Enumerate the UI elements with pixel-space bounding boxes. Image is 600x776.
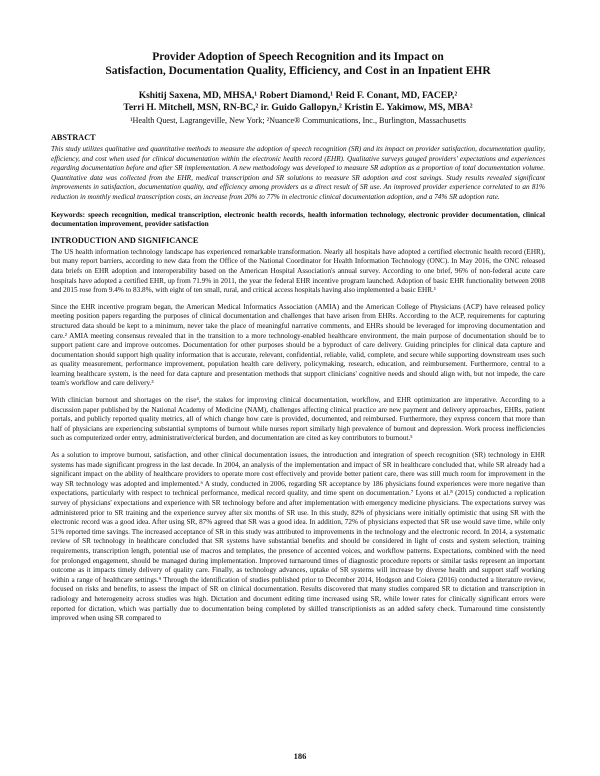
intro-heading: INTRODUCTION AND SIGNIFICANCE (51, 235, 199, 245)
title-line-2: Satisfaction, Documentation Quality, Efficiency, and Cost in an Inpatient EHR (105, 65, 491, 77)
authors-line-1: Kshitij Saxena, MD, MHSA,¹ Robert Diamond,¹ Reid F. Conant, MD, FACEP,² (138, 91, 458, 101)
body-paragraph-3: With clinician burnout and shortages on the rise⁴, the stakes for improving clinical documentation, workflow, and EHR optimization are imperative. According to a discussion paper published by the National Academy of Medicine (NAM), challenges affecting clinical practice are new payment and delivery approaches, EHRs, patient portals, and publicly reported quality metrics, all of which change how care is provided, documented, and reimbursed. Furthermore, they express concern that more than half of physicians are experiencing substantial symptoms of burnout while nurses report similarly high prevalence of burnout and depression. Work process inefficiencies such as computerized order entry, administrative/clerical burden, and documentation are cited as key contributors to burnout.⁵ (51, 396, 545, 443)
body-paragraph-4: As a solution to improve burnout, satisfaction, and other clinical documentation issues, the introduction and integration of speech recognition (SR) technology in EHR systems has made significant progress in the last decade. In 2004, an analysis of the implementation and impact of SR in healthcare concluded that, while SR already had a significant impact on the ability of healthcare providers to operate more cost effectively and provide better patient care, there was still much room for improvement in the way SR technology was adopted and implemented.⁶ A study, conducted in 2006, regarding SR acceptance by 186 physicians found experiences were more negative than expectations, particularly with respect to technical performance, medical record quality, and time spent on documentation.⁷ Lyons et al.⁸ (2015) conducted a replication survey of physicians' expectations and experience with SR technology before and after implementation with emergency medicine physicians. The expectations survey was administered prior to SR training and the experience survey after six months of SR use. In this study, 82% of physicians were initially optimistic that using SR with the electronic record was a good idea. After using SR, 87% agreed that SR was a good idea. In addition, 72% of physicians expected that SR use would save time, while only 51% reported time savings. The increased acceptance of SR in this study was attributed to improvements in the technology and the electronic record. In 2014, a systematic review of SR technology in healthcare concluded that SR systems have substantial benefits and should be considered in light of costs and system selection, training requirements, transcription length, potential use of macros and templates, the presence of accented voices, and workflow patterns. Expectations, combined with the need for prolonged engagement, should be managed during implementation. Improved turnaround times of diagnostic procedure reports or similar tasks represent an important outcome as it impacts timely delivery of quality care. Finally, as technology advances, uptake of SR systems will increase by diverse health and support staff working within a range of healthcare settings.⁹ Through the identification of studies published prior to December 2014, Hodgson and Coiera (2016) conducted a literature review, focused on risks and benefits, to assess the impact of SR on clinical documentation. Results discovered that many studies compared SR to dictation and transcription in radiology and heterogeneity across studies was high. Dictation and document editing time increased using SR, while lower rates for clinically significant errors were reported for dictation, which was partially due to documentation being completed by skilled transcriptionists as an added safety check. Turnaround time consistently improved when using SR compared to (51, 451, 545, 623)
affiliations: ¹Health Quest, Lagrangeville, New York; ²Nuance® Communications, Inc., Burlington, Massachusetts (130, 116, 466, 125)
body-paragraph-2: Since the EHR incentive program began, the American Medical Informatics Association (AMIA) and the American College of Physicians (ACP) have released policy meeting position papers regarding the purposes of clinical documentation and challenges that have arisen from EHRs. According to the ACP, requirements for capturing structured data should be kept to a minimum, never take the place of meaningful narrative comments, and EHRs should be leveraged for improving documentation and care.² AMIA meeting consensus revealed that in the transition to a more technology-enabled healthcare environment, the main purpose of documentation should be to support patient care and improve outcomes. Documentation for other purposes should be a byproduct of care delivery. Guiding principles for clinical data capture and documentation should support high quality information that is accurate, relevant, confidential, reliable, valid, complete, and secure while supporting downstream uses such as quality measurement, performance improvement, population health care delivery, policymaking, research, education, and reimbursement. Furthermore, central to a learning healthcare system, is the need for data capture and presentation methods that support clinicians' cognitive needs and should align with, but not impede, the care team's workflow and care delivery.³ (51, 302, 545, 388)
abstract-heading: ABSTRACT (51, 133, 96, 142)
authors-line-2: Terri H. Mitchell, MSN, RN-BC,² ir. Guido Gallopyn,² Kristin E. Yakimow, MS, MBA² (123, 103, 473, 113)
paper-title (51, 50, 545, 78)
title-line-1: Provider Adoption of Speech Recognition and its Impact on (152, 51, 444, 63)
body-paragraph-1: The US health information technology landscape has experienced remarkable transformation. Nearly all hospitals have adopted a certified electronic health record (EHR), but many report barriers, according to new data from the Office of the National Coordinator for Health Information Technology (ONC). In May 2016, the ONC released data briefs on EHR adoption and interoperability based on the American Hospital Association's annual survey. According to one brief, 96% of non-federal acute care hospitals have adopted a certified EHR, up from 71.9% in 2011, the year the federal EHR incentive program launched. Adoption of basic EHR functionality between 2008 and 2015 rose from 9.4% to 83.8%, with eight of ten small, rural, and critical access hospitals having also implemented a basic EHR.¹ (51, 247, 545, 295)
keywords: Keywords: speech recognition, medical transcription, electronic health records, health information technology, electronic provider documentation, clinical documentation improvement, provider satisfaction (51, 209, 545, 229)
page-number: 186 (293, 751, 307, 761)
author-list (51, 90, 545, 114)
abstract-text: This study utilizes qualitative and quantitative methods to measure the adoption of speech recognition (SR) and its impact on provider satisfaction, documentation quality, efficiency, and cost when used for clinical documentation within the electronic health record (EHR). Qualitative surveys gauged providers' expectations and experiences regarding documentation before and after SR implementation. A new methodology was developed to measure SR adoption as a proportion of total documentation volume. Quantitative data was collected from the EHR, medical transcription and SR solutions to measure SR adoption and cost savings. Study results revealed significant improvements in satisfaction, documentation quality, and efficiency among providers as a direct result of SR use. An improved provider experience correlated to an 81% reduction in monthly medical transcription costs, an increase from 20% to 77% in electronic clinical documentation adoption, and a 74% SR adoption rate. (51, 145, 545, 201)
